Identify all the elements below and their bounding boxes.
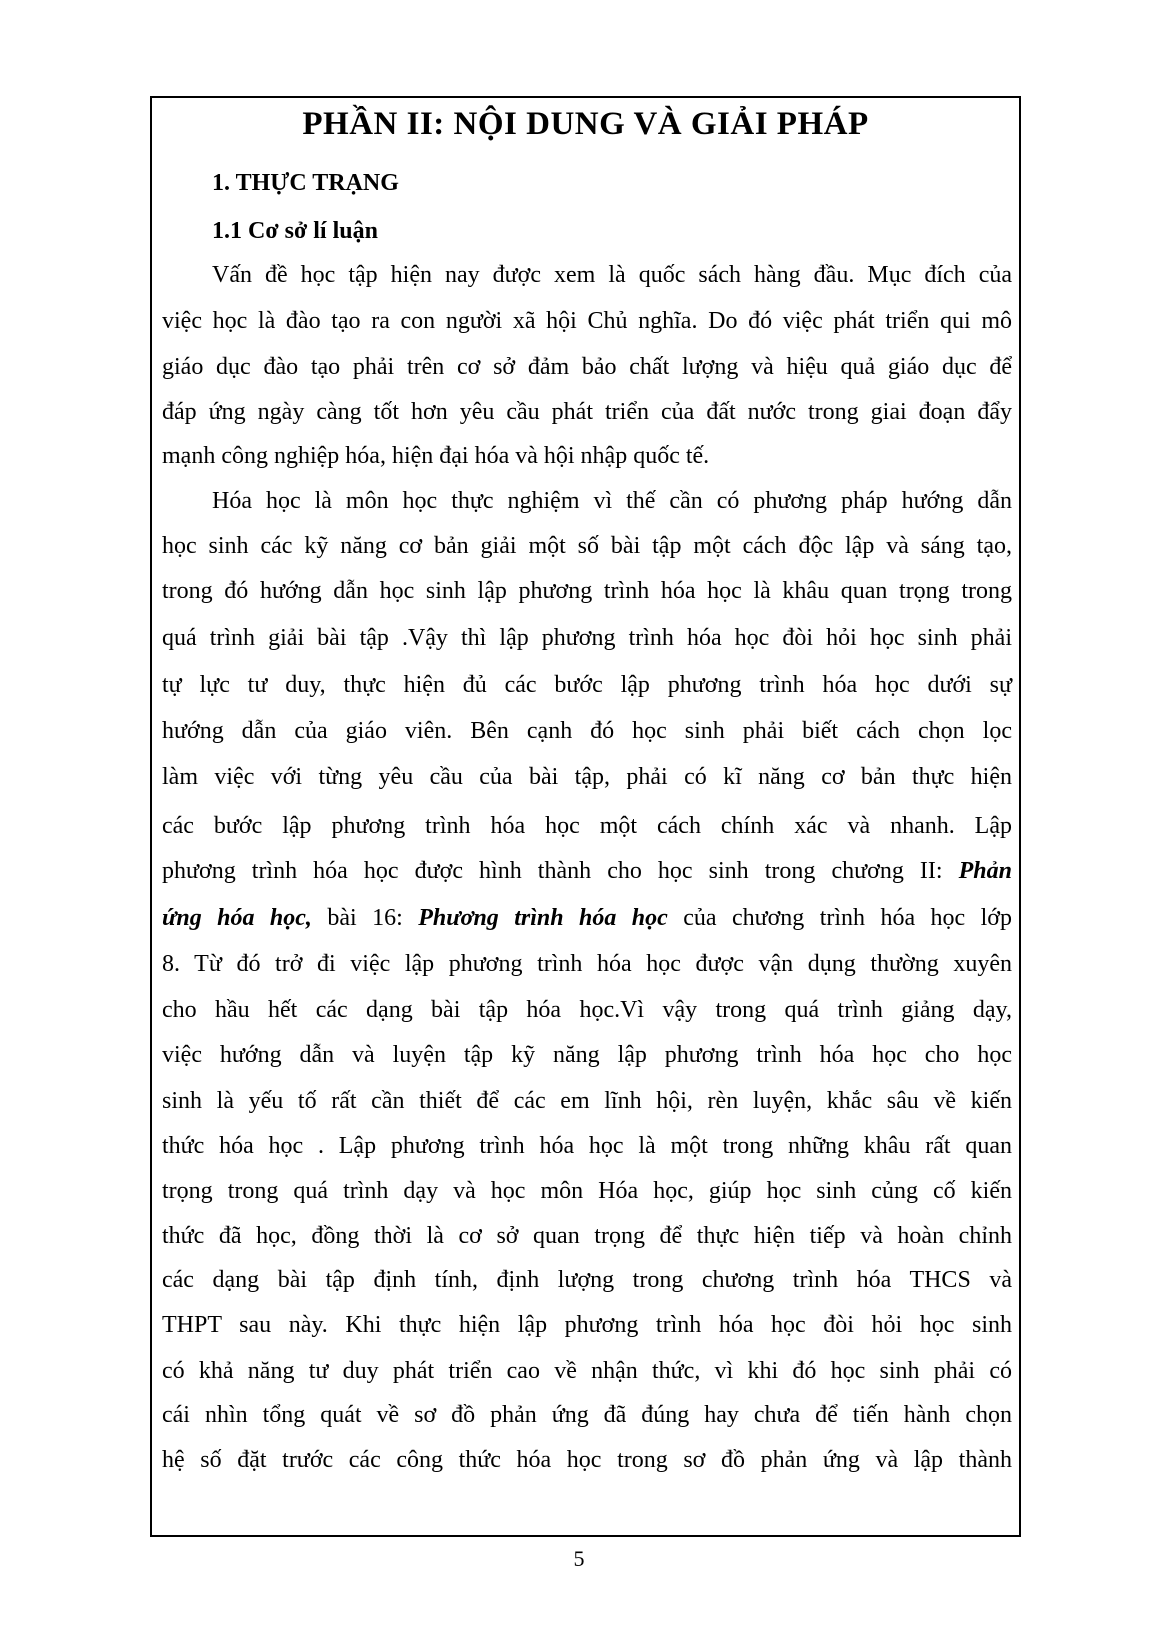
text-run: bài 16: <box>311 905 419 931</box>
text-line: mạnh công nghiệp hóa, hiện đại hóa và hội nhập quốc tế. <box>162 443 710 469</box>
text-line: việc hướng dẫn và luyện tập kỹ năng lập phương trình hóa học cho học <box>162 1042 1012 1068</box>
subsection-heading: 1.1 Cơ sở lí luận <box>212 218 378 244</box>
text-line: THPT sau này. Khi thực hiện lập phương trình hóa học đòi hỏi học sinh <box>162 1312 1012 1338</box>
text-line: giáo dục đào tạo phải trên cơ sở đảm bảo chất lượng và hiệu quả giáo dục để <box>162 354 1012 380</box>
text-line <box>162 903 1012 933</box>
page-number: 5 <box>573 1546 585 1571</box>
text-line: các bước lập phương trình hóa học một cách chính xác và nhanh. Lập <box>162 813 1012 839</box>
text-run: của chương trình hóa học lớp <box>667 905 1012 931</box>
text-run: phương trình hóa học được hình thành cho học sinh trong chương II: <box>162 858 943 884</box>
text-line: hệ số đặt trước các công thức hóa học trong sơ đồ phản ứng và lập thành <box>162 1447 1012 1473</box>
text-line: hướng dẫn của giáo viên. Bên cạnh đó học sinh phải biết cách chọn lọc <box>162 718 1012 744</box>
emphasis-text: Phản <box>958 858 1012 884</box>
text-line: 8. Từ đó trở đi việc lập phương trình hóa học được vận dụng thường xuyên <box>162 951 1012 977</box>
section-heading: 1. THỰC TRẠNG <box>212 170 399 196</box>
text-line: Hóa học là môn học thực nghiệm vì thế cần có phương pháp hướng dẫn <box>212 488 1012 514</box>
text-line: sinh là yếu tố rất cần thiết để các em lĩnh hội, rèn luyện, khắc sâu về kiến <box>162 1088 1012 1114</box>
emphasis-text: ứng hóa học, <box>162 905 312 931</box>
text-line: thức hóa học . Lập phương trình hóa học là một trong những khâu rất quan <box>162 1133 1012 1159</box>
text-line: trọng trong quá trình dạy và học môn Hóa học, giúp học sinh củng cố kiến <box>162 1178 1012 1204</box>
page-frame <box>150 96 1021 1537</box>
text-line: trong đó hướng dẫn học sinh lập phương trình hóa học là khâu quan trọng trong <box>162 578 1012 604</box>
text-line: thức đã học, đồng thời là cơ sở quan trọng để thực hiện tiếp và hoàn chỉnh <box>162 1223 1012 1249</box>
page-title: PHẦN II: NỘI DUNG VÀ GIẢI PHÁP <box>302 106 869 142</box>
text-line: cho hầu hết các dạng bài tập hóa học.Vì vậy trong quá trình giảng dạy, <box>162 997 1012 1023</box>
text-line: tự lực tư duy, thực hiện đủ các bước lập phương trình hóa học dưới sự <box>162 672 1012 698</box>
text-line: đáp ứng ngày càng tốt hơn yêu cầu phát triển của đất nước trong giai đoạn đẩy <box>162 399 1012 425</box>
text-line: có khả năng tư duy phát triển cao về nhận thức, vì khi đó học sinh phải có <box>162 1358 1012 1384</box>
text-line: cái nhìn tổng quát về sơ đồ phản ứng đã đúng hay chưa để tiến hành chọn <box>162 1402 1012 1428</box>
text-line: quá trình giải bài tập .Vậy thì lập phương trình hóa học đòi hỏi học sinh phải <box>162 625 1012 651</box>
text-line: học sinh các kỹ năng cơ bản giải một số bài tập một cách độc lập và sáng tạo, <box>162 533 1012 559</box>
text-line <box>162 856 1012 886</box>
text-line: Vấn đề học tập hiện nay được xem là quốc sách hàng đầu. Mục đích của <box>212 262 1012 288</box>
text-line: các dạng bài tập định tính, định lượng trong chương trình hóa THCS và <box>162 1267 1012 1293</box>
text-line: làm việc với từng yêu cầu của bài tập, phải có kĩ năng cơ bản thực hiện <box>162 764 1012 790</box>
emphasis-text: Phương trình hóa học <box>418 905 668 931</box>
text-line: việc học là đào tạo ra con người xã hội Chủ nghĩa. Do đó việc phát triển qui mô <box>162 308 1012 334</box>
